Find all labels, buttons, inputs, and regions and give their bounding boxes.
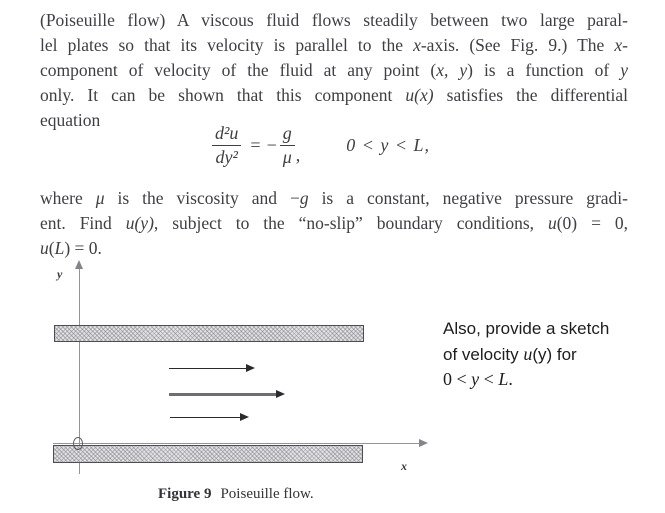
figure-caption [158, 486, 314, 503]
x-axis-arrowhead-icon [419, 439, 428, 447]
bottom-plate [53, 445, 363, 463]
figure-caption-label: Figure 9 [158, 486, 212, 502]
text-line: (Poiseuille flow) A viscous fluid flows steadily between two large paral- [40, 10, 628, 30]
top-plate [54, 325, 364, 342]
text-line: ent. Find u(y), subject to the “no-slip” boundary conditions, u(0) = 0, [40, 213, 628, 233]
y-axis-arrowhead-icon [75, 260, 83, 269]
domain-condition: 0 < y < L, [346, 134, 431, 155]
equation-comma: , [295, 145, 301, 165]
equals-sign: = [250, 134, 261, 155]
rhs-denominator: μ [282, 146, 292, 167]
lhs-denominator: dy² [215, 146, 238, 167]
origin-marker-icon [73, 437, 83, 450]
lhs-fraction [212, 123, 241, 167]
text-line: equation [40, 110, 101, 130]
text-line: where μ is the viscosity and −g is a constant, negative pressure gradi- [40, 188, 628, 208]
rhs-numerator: g [280, 123, 295, 146]
velocity-arrow-icon [169, 368, 246, 369]
text-line: component of velocity of the fluid at any point (x, y) is a function of y [40, 60, 628, 80]
problem-statement [40, 8, 628, 133]
figure-9 [40, 263, 440, 483]
figure-caption-text: Poiseuille flow. [220, 486, 314, 502]
text-line: 0 < y < L. [443, 369, 513, 389]
y-axis-label: y [57, 267, 63, 281]
differential-equation [212, 120, 430, 170]
minus-sign: − [266, 134, 277, 155]
lhs-numerator: d²u [212, 123, 241, 146]
x-axis-label: x [401, 459, 407, 473]
text-line: of velocity u(y) for [443, 343, 577, 364]
text-line: Also, provide a sketch [443, 319, 610, 338]
velocity-arrow-icon [170, 417, 240, 418]
text-line: lel plates so that its velocity is parallel to the x-axis. (See Fig. 9.) The x- [40, 35, 628, 55]
velocity-arrow-icon [169, 393, 276, 396]
text-line: u(L) = 0. [40, 238, 102, 258]
text-line: only. It can be shown that this component u(x) satisfies the differential [40, 85, 628, 105]
rhs-fraction [280, 123, 295, 167]
problem-statement-continued [40, 186, 628, 261]
annotation-note [443, 317, 648, 393]
